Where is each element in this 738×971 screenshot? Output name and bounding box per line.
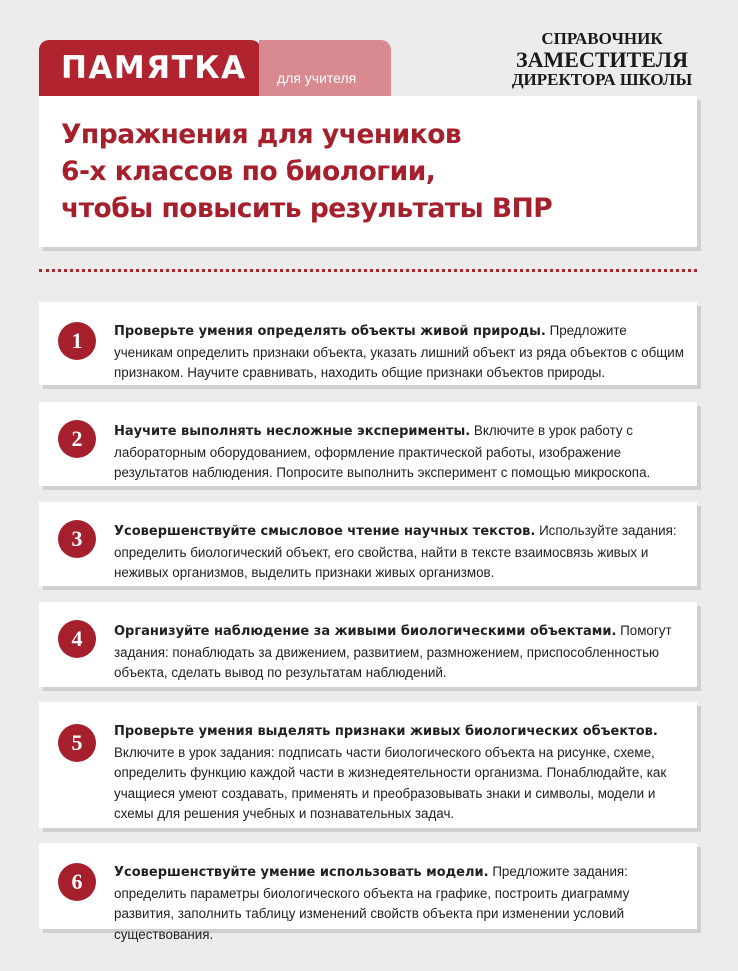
page-title	[61, 116, 697, 227]
tip-lead: Усовершенствуйте умение использовать модели.	[114, 865, 489, 880]
tip-lead: Организуйте наблюдение за живыми биологическими объектами.	[114, 624, 617, 639]
tip-text	[114, 721, 684, 825]
tip-body: Включите в урок работу с лабораторным оборудованием, оформление практической работы, изображение результатов наблюдения. Попросите выполнить эксперимент с помощью микроскопа.	[114, 423, 651, 480]
tip-body: Помогут задания: понаблюдать за движением, развитием, размножением, приспособленностью объекта, сделать вывод по результатам наблюдений.	[114, 623, 672, 680]
title-card	[39, 96, 697, 247]
tip-card-3	[39, 502, 697, 586]
tip-card-6	[39, 843, 697, 942]
number-badge: 2	[58, 420, 96, 458]
tip-text	[114, 862, 684, 945]
title-line-1: Упражнения для учеников	[61, 119, 462, 150]
audience-tab-label: для учителя	[277, 70, 357, 86]
number-badge: 6	[58, 863, 96, 901]
brand-line-1: СПРАВОЧНИК	[541, 29, 663, 48]
tip-card-2	[39, 402, 697, 486]
tip-body: Предложите задания: определить параметры биологического объекта на графике, построить диаграмму развития, заполнить таблицу изменений свойств объекта при изменении условий существования.	[114, 864, 630, 942]
tip-body: Предложите ученикам определить признаки объекта, указать лишний объект из ряда объектов с общим признаком. Научите сравнивать, находить общие признаки объектов природы.	[114, 323, 684, 380]
tip-body: Используйте задания: определить биологический объект, его свойства, найти в тексте взаимосвязь живых и неживых организмов, выделить признаки живых организмов.	[114, 523, 677, 580]
publication-logo	[498, 30, 706, 89]
tip-lead: Научите выполнять несложные эксперименты.	[114, 424, 471, 439]
brand-line-3: ДИРЕКТОРА ШКОЛЫ	[511, 69, 693, 89]
tip-lead: Проверьте умения определять объекты живой природы.	[114, 324, 546, 339]
tip-body: Включите в урок задания: подписать части биологического объекта на рисунке, схеме, определить функцию каждой части в жизнедеятельности организма. Понаблюдайте, как учащиеся умеют создавать, применять и преобразовывать знаки и символы, модели и схемы для решения учебных и познавательных задач.	[114, 744, 667, 821]
number-badge: 3	[58, 520, 96, 558]
title-line-2: 6-х классов по биологии,	[61, 156, 436, 187]
tip-card-5	[39, 702, 697, 828]
tip-text	[114, 621, 684, 684]
memo-tab	[39, 40, 261, 96]
memo-tab-label: ПАМЯТКА	[61, 50, 247, 86]
number-badge: 4	[58, 620, 96, 658]
tip-lead: Проверьте умения выделять признаки живых биологических объектов.	[114, 724, 658, 739]
brand-line-2: ЗАМЕСТИТЕЛЯ	[516, 46, 688, 72]
tip-card-4	[39, 602, 697, 687]
tip-text	[114, 321, 684, 384]
tip-text	[114, 521, 684, 584]
audience-tab	[259, 40, 391, 96]
tip-lead: Усовершенствуйте смысловое чтение научных текстов.	[114, 524, 536, 539]
tip-text	[114, 421, 684, 484]
dotted-divider	[39, 269, 697, 272]
title-line-3: чтобы повысить результаты ВПР	[61, 193, 553, 224]
number-badge: 5	[58, 724, 96, 762]
tip-card-1	[39, 302, 697, 385]
number-badge: 1	[58, 322, 96, 360]
